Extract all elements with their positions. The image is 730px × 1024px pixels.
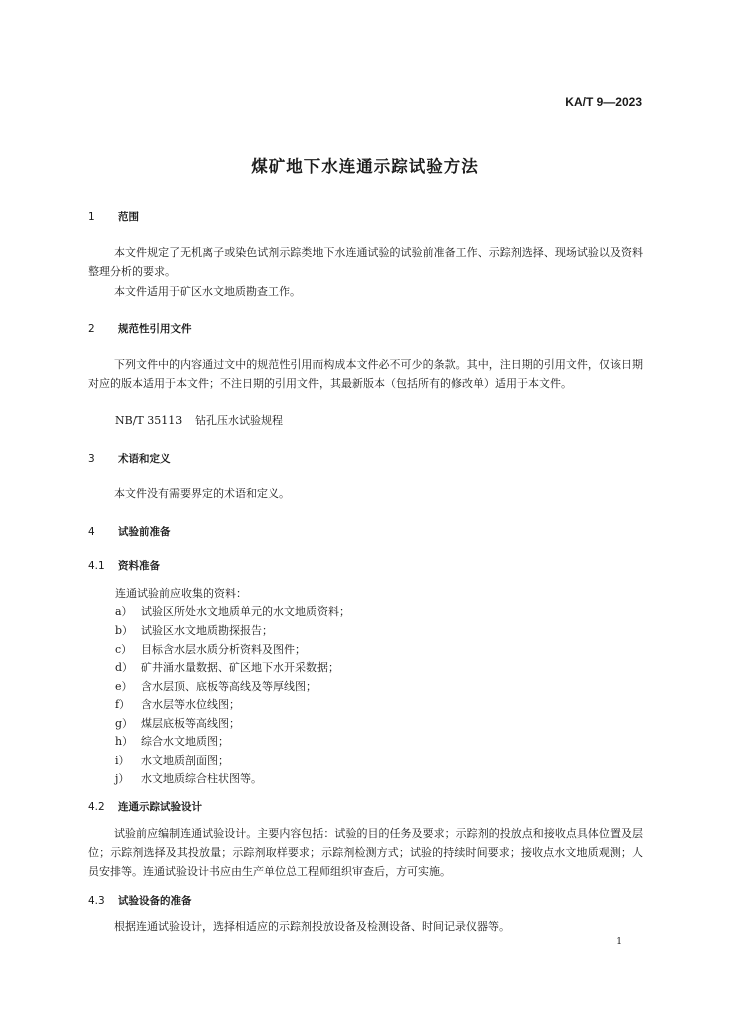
section-2-heading [88, 321, 192, 336]
list-item [115, 623, 273, 638]
list-item-text: 矿井涌水量数据、矿区地下水开采数据； [141, 661, 339, 674]
section-4-heading [88, 524, 171, 539]
list-item [115, 642, 306, 657]
subsection-4-2-paragraph: 试验前应编制连通试验设计。主要内容包括：试验的目的任务及要求；示踪剂的投放点和接收点具体位置及层位；示踪剂选择及其投放量；示踪剂取样要求；示踪剂检测方式；试验的持续时间要求；接收点水文地质观测；人员安排等。连通试验设计书应由生产单位总工程师组织审查后，方可实施。 [88, 827, 643, 879]
list-item-text: 综合水文地质图； [141, 735, 229, 748]
list-item-text: 含水层等水位线图； [141, 698, 240, 711]
list-item [115, 771, 262, 786]
subsection-4-1-heading [88, 558, 160, 573]
list-item-label: a） [115, 605, 133, 618]
section-title: 术语和定义 [118, 453, 171, 465]
list-item-label: d） [115, 661, 134, 674]
list-item [115, 697, 240, 712]
list-item [115, 716, 240, 731]
subsection-title: 试验设备的准备 [118, 895, 192, 907]
subsection-number: 4.3 [88, 895, 105, 907]
section-3-paragraph: 本文件没有需要界定的术语和定义。 [114, 487, 290, 500]
list-item-text: 煤层底板等高线图； [141, 717, 240, 730]
list-item-text: 试验区水文地质勘探报告； [141, 624, 273, 637]
subsection-number: 4.1 [88, 560, 105, 572]
subsection-4-2-heading [88, 799, 202, 814]
subsection-4-1-intro: 连通试验前应收集的资料： [115, 587, 247, 600]
section-1-heading [88, 209, 139, 224]
section-title: 试验前准备 [118, 526, 171, 538]
page-number: 1 [616, 937, 622, 947]
section-number: 4 [88, 526, 95, 538]
section-number: 3 [88, 453, 95, 465]
document-title: 煤矿地下水连通示踪试验方法 [251, 157, 479, 176]
section-3-heading [88, 451, 171, 466]
list-item [115, 753, 229, 768]
list-item-label: b） [115, 624, 134, 637]
list-item-text: 目标含水层水质分析资料及图件； [141, 643, 306, 656]
list-item-label: i） [115, 754, 130, 767]
reference-name: 钻孔压水试验规程 [195, 414, 283, 427]
reference-code: NB/T 35113 [115, 414, 183, 427]
list-item-label: c） [115, 643, 133, 656]
section-number: 1 [88, 211, 95, 223]
standard-code: KA/T 9—2023 [565, 95, 642, 109]
list-item [115, 660, 339, 675]
section-2-paragraph: 下列文件中的内容通过文中的规范性引用而构成本文件必不可少的条款。其中，注日期的引用文件，仅该日期对应的版本适用于本文件；不注日期的引用文件，其最新版本（包括所有的修改单）适用于本文件。 [88, 358, 643, 391]
list-item-text: 水文地质剖面图； [141, 754, 229, 767]
section-1-paragraph-1: 本文件规定了无机离子或染色试剂示踪类地下水连通试验的试验前准备工作、示踪剂选择、现场试验以及资料整理分析的要求。 [88, 246, 643, 279]
section-number: 2 [88, 323, 95, 335]
list-item-label: e） [115, 680, 133, 693]
list-item [115, 604, 350, 619]
normative-reference [115, 413, 283, 428]
list-item-text: 含水层顶、底板等高线及等厚线图； [141, 680, 317, 693]
subsection-title: 资料准备 [118, 560, 160, 572]
section-title: 范围 [118, 211, 139, 223]
list-item-label: h） [115, 735, 134, 748]
subsection-4-3-heading [88, 893, 192, 908]
list-item-text: 水文地质综合柱状图等。 [141, 772, 262, 785]
list-item-label: j） [115, 772, 130, 785]
subsection-title: 连通示踪试验设计 [118, 801, 202, 813]
list-item-text: 试验区所处水文地质单元的水文地质资料； [141, 605, 350, 618]
section-title: 规范性引用文件 [118, 323, 192, 335]
subsection-4-3-paragraph: 根据连通试验设计，选择相适应的示踪剂投放设备及检测设备、时间记录仪器等。 [114, 920, 510, 933]
subsection-number: 4.2 [88, 801, 105, 813]
section-1-paragraph-2: 本文件适用于矿区水文地质勘查工作。 [114, 285, 301, 298]
list-item [115, 679, 317, 694]
list-item-label: f） [115, 698, 131, 711]
list-item [115, 734, 229, 749]
list-item-label: g） [115, 717, 134, 730]
